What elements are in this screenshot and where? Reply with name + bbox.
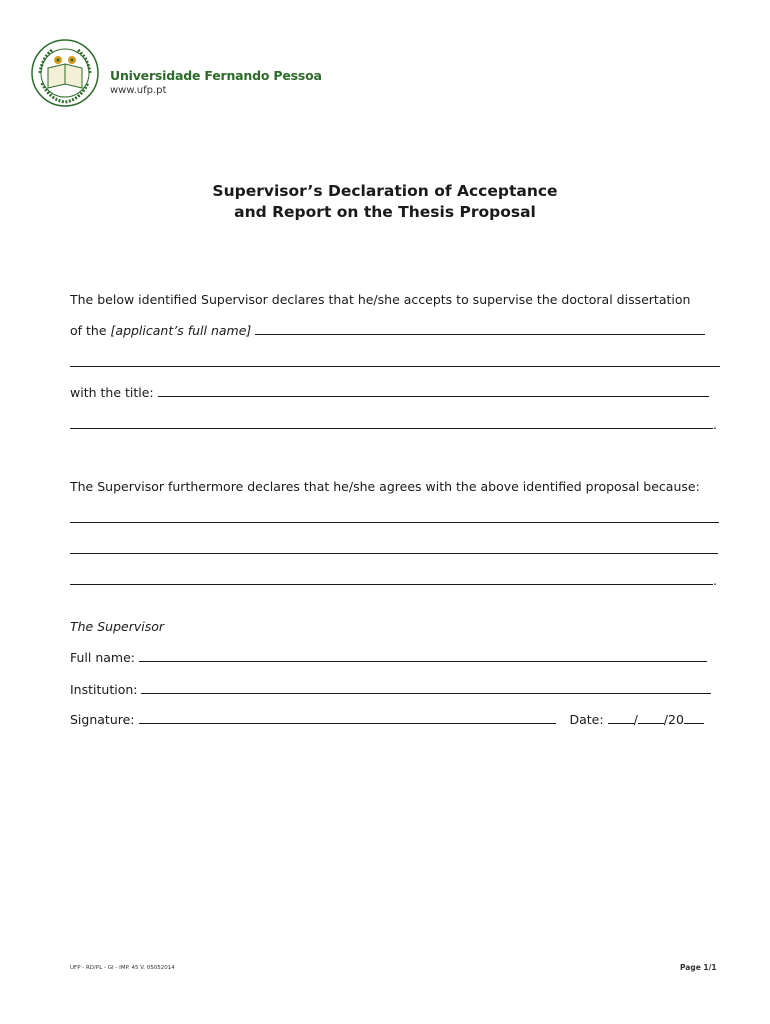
institution-label: Institution: — [70, 682, 138, 697]
thesis-title-field-continued[interactable] — [70, 428, 713, 429]
agreement-sentence: The Supervisor furthermore declares that he/she agrees with the above identified proposal because: — [70, 479, 700, 494]
institution-field[interactable] — [141, 682, 711, 694]
full-name-label: Full name: — [70, 650, 136, 665]
full-name-row — [70, 650, 720, 666]
declaration-sentence: The below identified Supervisor declares that he/she accepts to supervise the doctoral dissertation — [70, 292, 691, 307]
applicant-name-field[interactable] — [255, 323, 705, 335]
document-title-line-2: and Report on the Thesis Proposal — [234, 203, 536, 221]
reason-field-line-3[interactable] — [70, 584, 713, 585]
date-separator: / — [633, 712, 638, 727]
reason-field-line-2[interactable] — [70, 553, 718, 554]
applicant-name-label: [applicant’s full name] — [110, 323, 252, 338]
signature-label: Signature: — [70, 712, 135, 727]
date-year-prefix: /20 — [663, 712, 684, 727]
reason-period: . — [713, 573, 717, 588]
document-title-line-1: Supervisor’s Declaration of Acceptance — [212, 182, 558, 200]
thesis-title-row — [70, 385, 720, 401]
page-number: Page 1/1 — [680, 963, 717, 972]
with-title-label: with the title: — [70, 385, 154, 400]
date-year-field[interactable] — [684, 712, 704, 724]
supervisor-heading-row — [70, 619, 720, 635]
applicant-name-field-continued[interactable] — [70, 366, 720, 367]
university-url[interactable]: www.ufp.pt — [110, 85, 167, 96]
signature-field[interactable] — [139, 712, 556, 724]
supervisor-heading: The Supervisor — [70, 619, 165, 634]
university-name: Universidade Fernando Pessoa — [110, 68, 322, 83]
form-reference-code: UFP - RD/PL - GI - IMP. 45 V. 05052014 — [70, 965, 175, 971]
date-month-field[interactable] — [638, 712, 664, 724]
of-the-label: of the — [70, 323, 107, 338]
institution-row — [70, 682, 720, 698]
full-name-field[interactable] — [139, 650, 707, 662]
date-label: Date: — [569, 712, 604, 727]
university-seal-logo — [30, 38, 100, 108]
thesis-title-period: . — [713, 417, 717, 432]
declaration-text — [70, 292, 720, 308]
date-day-field[interactable] — [608, 712, 634, 724]
reason-field-line-1[interactable] — [70, 522, 719, 523]
thesis-title-field[interactable] — [158, 385, 709, 397]
applicant-name-row — [70, 323, 720, 339]
signature-row — [70, 712, 720, 728]
agreement-text — [70, 479, 720, 495]
